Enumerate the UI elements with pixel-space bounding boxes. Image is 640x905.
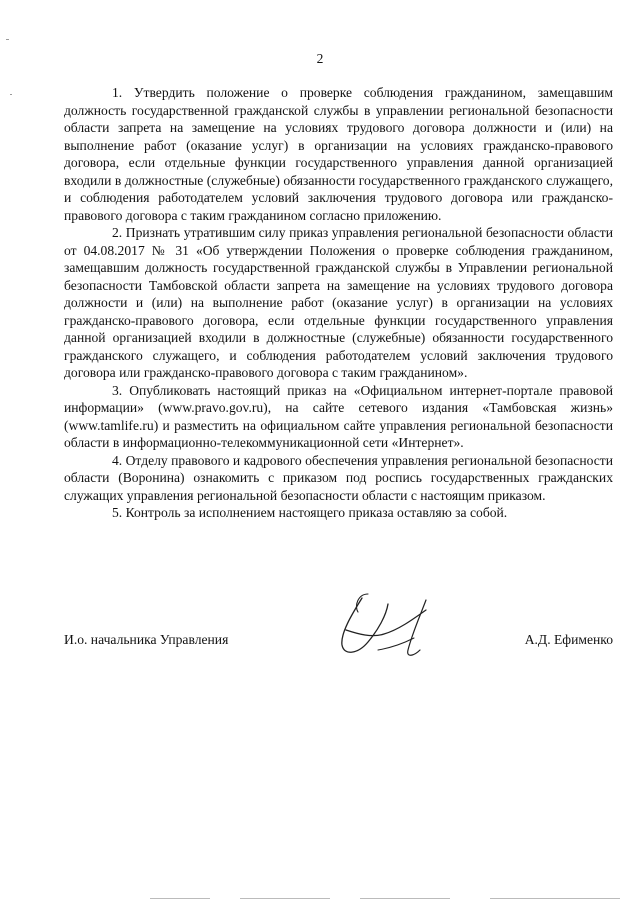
paragraph-4: 4. Отделу правового и кадрового обеспечения управления региональной безопасности области (Воронина) ознакомить с приказом под роспись государственных гражданских служащих управления региональной безопасности области с настоящим приказом. bbox=[64, 452, 613, 503]
scan-speck bbox=[10, 94, 12, 95]
signatory-name: А.Д. Ефименко bbox=[524, 632, 613, 647]
scan-speck bbox=[6, 39, 9, 40]
handwritten-signature bbox=[328, 590, 448, 665]
signatory-title: И.о. начальника Управления bbox=[64, 632, 229, 647]
document-body bbox=[64, 84, 613, 522]
paragraph-3: 3. Опубликовать настоящий приказ на «Официальном интернет-портале правовой информации» (www.pravo.gov.ru), на сайте сетевого издания «Тамбовская жизнь» (www.tamlife.ru) и разместить на официальном сайте управления региональной безопасности области в информационно-телекоммуникационной сети «Интернет». bbox=[64, 382, 613, 450]
paragraph-5: 5. Контроль за исполнением настоящего приказа оставляю за собой. bbox=[112, 505, 508, 520]
page-number: 2 bbox=[316, 51, 324, 66]
scan-artifact-line bbox=[150, 897, 620, 900]
paragraph-1: 1. Утвердить положение о проверке соблюдения гражданином, замещавшим должность государственной гражданской службы в управлении региональной безопасности области запрета на замещение на условиях трудового договора должности и (или) на выполнение работ (оказание услуг) в организации на условиях гражданско-правового договора, если отдельные функции государственного управления данной организацией входили в должностные (служебные) обязанности государственного гражданского служащего, и соблюдения работодателем условий заключения трудового договора или гражданско-правового договора с таким гражданином согласно приложению. bbox=[64, 85, 613, 223]
paragraph-2: 2. Признать утратившим силу приказ управления региональной безопасности области от 04.08.2017 № 31 «Об утверждении Положения о проверке соблюдения гражданином, замещавшим должность государственной гражданской службы в Управлении региональной безопасности Тамбовской области запрета на замещение на условиях трудового договора должности и (или) на выполнение работ (оказание услуг) в организации на условиях гражданско-правового договора, если отдельные функции государственного управления данной организацией входили в должностные (служебные) обязанности государственного гражданского служащего, и соблюдения работодателем условий заключения трудового договора или гражданско-правового договора с таким гражданином». bbox=[64, 225, 613, 380]
